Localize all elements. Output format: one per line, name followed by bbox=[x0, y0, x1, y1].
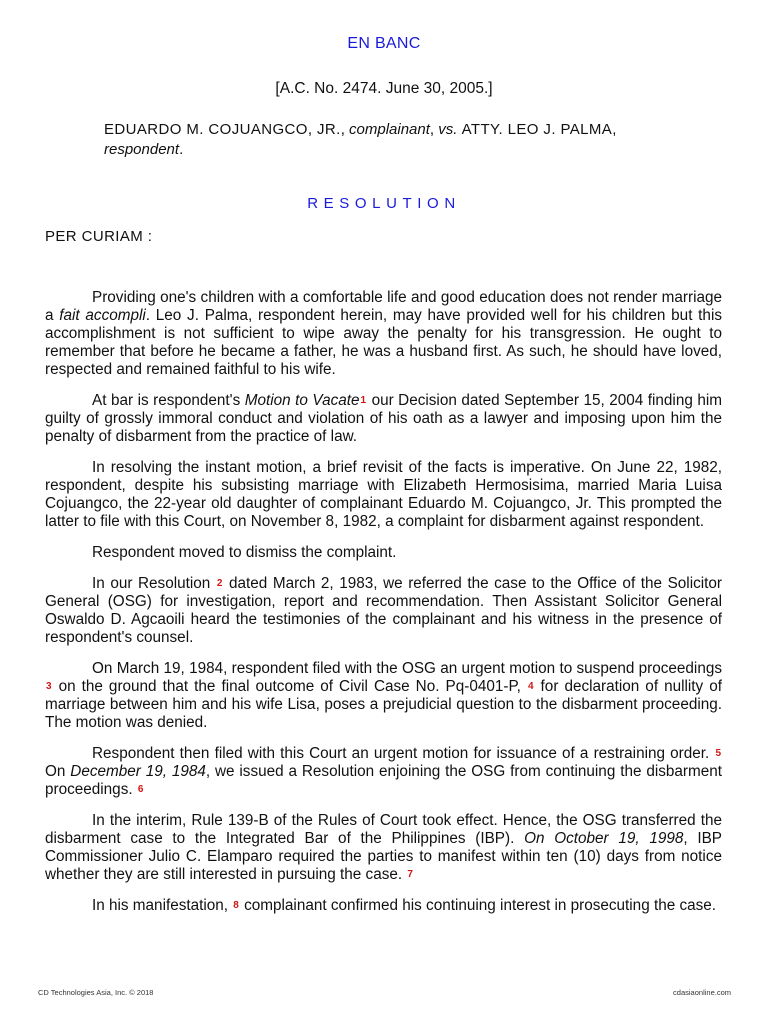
text: , IBP Commissioner Julio C. Elamparo required the parties to manifest within ten (10) days from notice whether they are still interested in pursuing the case. bbox=[45, 830, 722, 883]
text: . Leo J. Palma, respondent herein, may have provided well for his children but this accomplishment is not sufficient to wipe away the penalty for his transgression. He ought to remember that before he became a father, he was a husband first. As such, he should have loved, respected and remained faithful to his wife. bbox=[45, 307, 722, 378]
paragraph-1 bbox=[45, 289, 722, 379]
italic-text: fait accompli bbox=[59, 307, 146, 324]
complainant-name: EDUARDO M. COJUANGCO, JR. bbox=[104, 121, 341, 138]
footer-copyright: CD Technologies Asia, Inc. © 2018 bbox=[38, 988, 154, 997]
paragraph-6 bbox=[45, 660, 722, 732]
paragraph-8 bbox=[45, 812, 722, 884]
italic-text: Motion to Vacate bbox=[244, 392, 360, 409]
italic-text: December 19, 1984 bbox=[70, 763, 206, 780]
paragraph-4: Respondent moved to dismiss the complaint. bbox=[92, 544, 397, 561]
court-heading: EN BANC bbox=[347, 35, 421, 52]
footnote-link-2[interactable]: 2 bbox=[216, 578, 223, 589]
text: our Decision dated September 15, 2004 finding him guilty of grossly immoral conduct and violation of his oath as a lawyer and imposing upon him the penalty of disbarment from the practice of law. bbox=[45, 392, 722, 445]
case-title: EDUARDO M. COJUANGCO, JR., complainant, vs. ATTY. LEO J. PALMA, respondent. bbox=[104, 121, 617, 158]
text: In our Resolution bbox=[92, 575, 211, 592]
footnote-link-5[interactable]: 5 bbox=[715, 748, 722, 759]
text: , we issued a Resolution enjoining the OSG from continuing the disbarment proceedings. bbox=[45, 763, 722, 798]
resolution-heading: RESOLUTION bbox=[307, 195, 461, 212]
document-body bbox=[45, 289, 722, 928]
text: On bbox=[45, 763, 71, 780]
text: At bar is respondent's bbox=[92, 392, 245, 409]
complainant-role: complainant bbox=[349, 121, 430, 138]
text: complainant confirmed his continuing interest in prosecuting the case. bbox=[239, 897, 717, 914]
paragraph-2 bbox=[45, 392, 722, 446]
text: Providing one's children with a comfortable life and good education does not render marriage a bbox=[45, 289, 722, 324]
footnote-link-4[interactable]: 4 bbox=[527, 681, 534, 692]
text: on the ground that the final outcome of Civil Case No. Pq-0401-P, bbox=[52, 678, 521, 695]
footer-site: cdasiaonline.com bbox=[673, 988, 731, 997]
text: for declaration of nullity of marriage between him and his wife Lisa, poses a prejudicial question to the disbarment proceeding. The motion was denied. bbox=[45, 678, 722, 731]
footnote-link-8[interactable]: 8 bbox=[233, 900, 239, 911]
paragraph-7 bbox=[45, 745, 722, 799]
respondent-role: respondent bbox=[104, 141, 180, 158]
text: In his manifestation, bbox=[92, 897, 229, 914]
paragraph-5 bbox=[45, 575, 722, 647]
footnote-link-6[interactable]: 6 bbox=[137, 784, 144, 795]
text: dated March 2, 1983, we referred the case to the Office of the Solicitor General (OSG) for investigation, report and recommendation. Then Assistant Solicitor General Oswaldo D. Agcaoili heard the testimonies of the complainant and his witness in the presence of respondent's counsel. bbox=[45, 575, 722, 646]
footnote-link-7[interactable]: 7 bbox=[407, 869, 413, 880]
versus: vs. bbox=[438, 121, 458, 138]
paragraph-3: In resolving the instant motion, a brief revisit of the facts is imperative. On June 22, 1982, respondent, despite his subsisting marriage with Elizabeth Hermosisima, married Maria Luisa Cojuangco, the 22-year old daughter of complainant Eduardo M. Cojuangco, Jr. This prompted the latter to file with this Court, on November 8, 1982, a complaint for disbarment against respondent. bbox=[45, 459, 722, 530]
per-curiam: PER CURIAM : bbox=[45, 228, 153, 245]
text: Respondent then filed with this Court an urgent motion for issuance of a restraining order. bbox=[92, 745, 710, 762]
case-number: [A.C. No. 2474. June 30, 2005.] bbox=[275, 80, 493, 97]
italic-text: On October 19, 1998 bbox=[524, 830, 684, 847]
footnote-link-3[interactable]: 3 bbox=[46, 681, 52, 692]
paragraph-9 bbox=[45, 897, 722, 915]
text: In the interim, Rule 139-B of the Rules of Court took effect. Hence, the OSG transferred the disbarment case to the Integrated Bar of the Philippines (IBP). bbox=[45, 812, 722, 847]
footnote-link-1[interactable]: 1 bbox=[360, 395, 367, 406]
respondent-name: ATTY. LEO J. PALMA, bbox=[461, 121, 617, 138]
text: On March 19, 1984, respondent filed with the OSG an urgent motion to suspend proceedings bbox=[92, 660, 722, 677]
